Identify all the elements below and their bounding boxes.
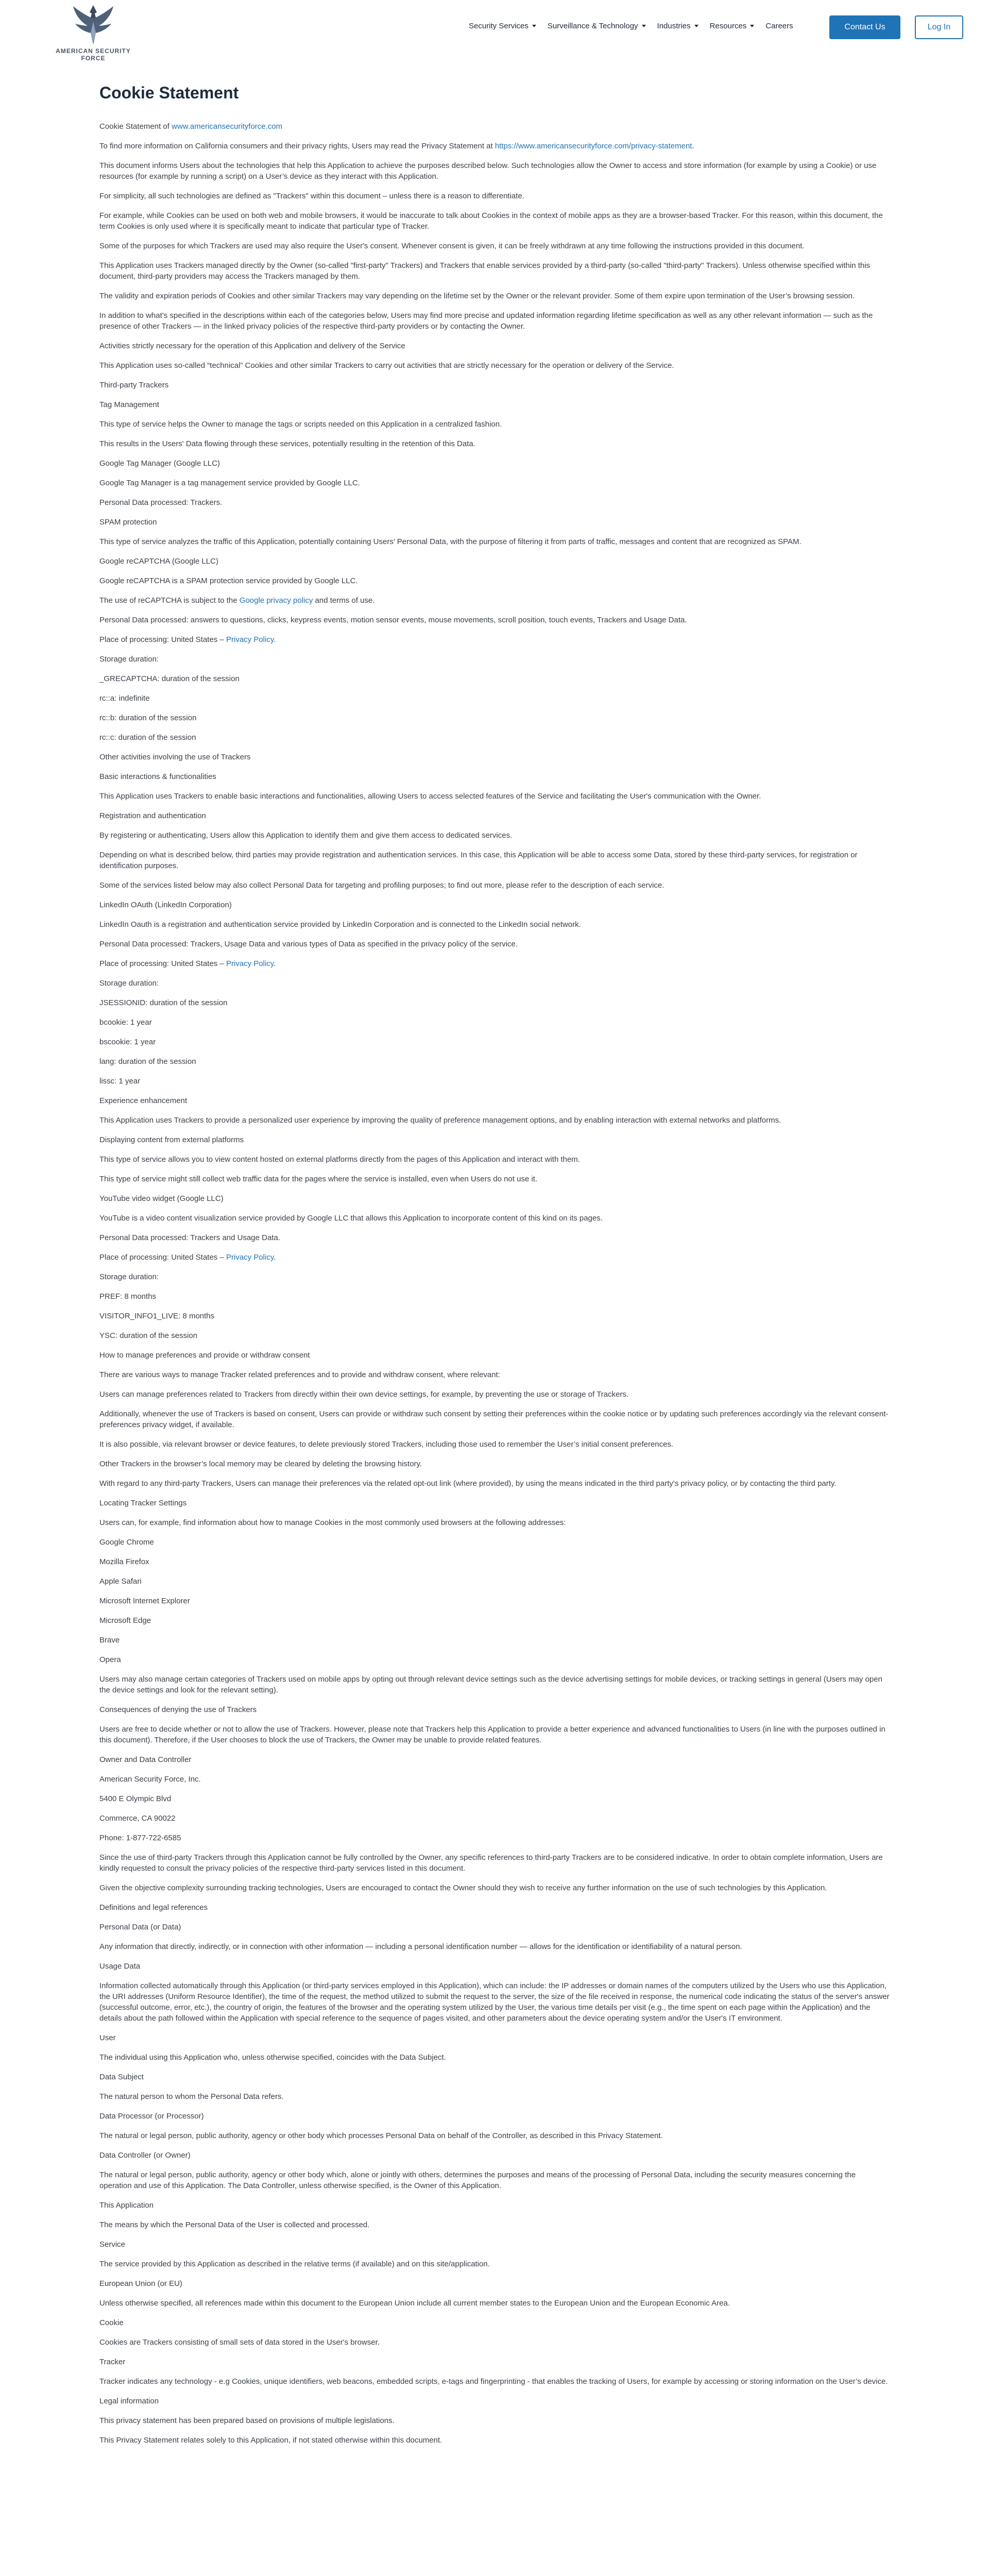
statement-text: This Privacy Statement relates solely to this Application, if not stated otherwise within this document. (99, 2436, 442, 2445)
statement-text: Users are free to decide whether or not to allow the use of Trackers. However, please note that Trackers help this Application to provide a better experience and advanced functionalities to Users (in line with the purposes outlined in this document). Therefore, if the User chooses to block the use of Trackers, the Owner may be unable to provide related features. (99, 1725, 885, 1744)
nav-label: Surveillance & Technology (547, 22, 638, 30)
statement-text: To find more information on California consumers and their privacy rights, Users may read the Privacy Statement at (99, 142, 495, 150)
statement-text: Displaying content from external platforms (99, 1136, 244, 1144)
statement-text: Personal Data processed: Trackers and Usage Data. (99, 1233, 281, 1242)
statement-paragraph (99, 1556, 890, 1567)
statement-text: Google Tag Manager (Google LLC) (99, 459, 220, 468)
statement-paragraph (99, 997, 890, 1008)
nav-label: Resources (709, 22, 747, 30)
statement-paragraph (99, 2298, 890, 2309)
nav-label: Security Services (469, 22, 528, 30)
statement-text: rc::b: duration of the session (99, 714, 197, 722)
statement-paragraph (99, 810, 890, 821)
statement-text: How to manage preferences and provide or withdraw consent (99, 1351, 310, 1360)
statement-paragraph (99, 1193, 890, 1204)
statement-text: This type of service helps the Owner to manage the tags or scripts needed on this Application in a centralized fashion. (99, 420, 502, 429)
statement-text: Storage duration: (99, 655, 159, 664)
statement-text: This type of service analyzes the traffic of this Application, potentially containing Users’ Personal Data, with the purpose of filtering it from parts of traffic, messages and content that are recognized as SPAM. (99, 537, 802, 546)
statement-paragraph (99, 1980, 890, 2024)
statement-text: Google reCAPTCHA (Google LLC) (99, 557, 218, 566)
statement-paragraph (99, 141, 890, 151)
statement-paragraph (99, 978, 890, 989)
statement-text: Cookie Statement of (99, 122, 172, 131)
statement-text: Data Processor (or Processor) (99, 2112, 204, 2121)
statement-paragraph (99, 1037, 890, 1047)
statement-text: PREF: 8 months (99, 1292, 157, 1301)
statement-paragraph (99, 2219, 890, 2230)
statement-paragraph (99, 1724, 890, 1745)
statement-paragraph (99, 1654, 890, 1665)
main-nav (469, 22, 793, 30)
statement-paragraph (99, 2170, 890, 2191)
statement-text: Consequences of denying the use of Trackers (99, 1705, 257, 1714)
statement-paragraph (99, 850, 890, 871)
statement-text: Storage duration: (99, 979, 159, 988)
statement-paragraph (99, 693, 890, 704)
statement-paragraph (99, 517, 890, 528)
statement-text: Google Tag Manager is a tag management service provided by Google LLC. (99, 479, 360, 487)
statement-link[interactable]: Privacy Policy (226, 1253, 274, 1262)
statement-text: Information collected automatically through this Application (or third-party services employed in this Application), which can include: the IP addresses or domain names of the computers utilized by the Users who use this Application, the URI addresses (Uniform Resource Identifier), the time of the request, the method utilized to submit the request to the server, the size of the file received in response, the numerical code indicating the status of the server's answer (successful outcome, error, etc.), the country of origin, the features of the browser and the operating system utilized by the User, the various time details per visit (e.g., the time spent on each page within the Application) and the details about the path followed within the Application with special reference to the sequence of pages visited, and other parameters about the device operating system and/or the User's IT environment. (99, 1981, 890, 2023)
statement-text: The individual using this Application who, unless otherwise specified, coincides with the Data Subject. (99, 2053, 446, 2062)
statement-text: LinkedIn OAuth (LinkedIn Corporation) (99, 901, 232, 909)
statement-paragraph (99, 1409, 890, 1430)
statement-text: Activities strictly necessary for the operation of this Application and delivery of the Service (99, 342, 405, 350)
statement-paragraph (99, 2239, 890, 2250)
statement-paragraph (99, 1596, 890, 1606)
statement-text: Personal Data (or Data) (99, 1923, 181, 1931)
statement-link[interactable]: Privacy Policy (226, 959, 274, 968)
statement-paragraph (99, 2091, 890, 2102)
statement-text: Google Chrome (99, 1538, 154, 1547)
statement-paragraph (99, 1272, 890, 1282)
statement-paragraph (99, 2357, 890, 2367)
statement-paragraph (99, 1017, 890, 1028)
chevron-down-icon (750, 25, 754, 27)
statement-paragraph (99, 1813, 890, 1824)
statement-text: Users may also manage certain categories of Trackers used on mobile apps by opting out through relevant device settings such as the device advertising settings for mobile devices, or tracking settings in general (Users may open the device settings and look for the relevant setting). (99, 1675, 882, 1694)
statement-text: This Application uses Trackers managed directly by the Owner (so-called "first-party" Trackers) and Trackers that enable services provided by a third-party (so-called "third-party" Trackers). Unless otherwise specified within this document, third-party providers may access the Trackers managed by them. (99, 261, 871, 281)
statement-paragraph (99, 791, 890, 802)
statement-paragraph (99, 2052, 890, 2063)
statement-text: The natural person to whom the Personal Data refers. (99, 2092, 284, 2101)
statement-paragraph (99, 1754, 890, 1765)
statement-paragraph (99, 771, 890, 782)
statement-text: Tracker indicates any technology - e.g Cookies, unique identifiers, web beacons, embedded scripts, e-tags and fingerprinting - that enables the tracking of Users, for example by accessing or storing information on the User’s device. (99, 2377, 888, 2386)
statement-paragraph (99, 1704, 890, 1715)
statement-paragraph (99, 1498, 890, 1509)
statement-paragraph (99, 1635, 890, 1646)
statement-paragraph (99, 1095, 890, 1106)
statement-paragraph (99, 2337, 890, 2348)
statement-text: Third-party Trackers (99, 381, 169, 389)
statement-text: This Application (99, 2201, 154, 2210)
statement-paragraph (99, 291, 890, 301)
statement-paragraph (99, 1134, 890, 1145)
statement-text: Legal information (99, 2397, 159, 2405)
statement-text: Given the objective complexity surrounding tracking technologies, Users are encouraged to contact the Owner should they wish to receive any further information on the use of such technologies by this Application. (99, 1884, 827, 1892)
statement-text: Since the use of third-party Trackers through this Application cannot be fully controlled by the Owner, any specific references to third-party Trackers are to be considered indicative. In order to obtain complete information, Users are kindly requested to consult the privacy policies of the respective third-party services listed in this document. (99, 1853, 883, 1873)
statement-paragraph (99, 1902, 890, 1913)
statement-paragraph (99, 1056, 890, 1067)
statement-text: Commerce, CA 90022 (99, 1814, 176, 1823)
statement-paragraph (99, 2396, 890, 2406)
statement-text: LinkedIn Oauth is a registration and authentication service provided by LinkedIn Corporation and is connected to the LinkedIn social network. (99, 920, 581, 929)
statement-text: User (99, 2033, 116, 2042)
statement-text: Personal Data processed: Trackers. (99, 498, 223, 507)
statement-paragraph (99, 958, 890, 969)
statement-text: Microsoft Edge (99, 1616, 151, 1625)
statement-paragraph (99, 1833, 890, 1843)
statement-text: This results in the Users' Data flowing through these services, potentially resulting in the retention of this Data. (99, 439, 475, 448)
statement-paragraph (99, 880, 890, 891)
statement-paragraph (99, 634, 890, 645)
statement-text: European Union (or EU) (99, 2279, 182, 2288)
statement-paragraph (99, 1154, 890, 1165)
statement-paragraph (99, 2072, 890, 2082)
statement-text: Personal Data processed: answers to questions, clicks, keypress events, motion sensor events, mouse movements, scroll position, touch events, Trackers and Usage Data. (99, 616, 687, 624)
chevron-down-icon (532, 25, 536, 27)
statement-paragraph (99, 1517, 890, 1528)
nav-label: Careers (765, 22, 793, 30)
statement-paragraph (99, 1852, 890, 1874)
statement-text: There are various ways to manage Tracker related preferences and to provide and withdraw consent, where relevant: (99, 1370, 500, 1379)
statement-paragraph (99, 1174, 890, 1184)
statement-paragraph (99, 438, 890, 449)
contact-us-button[interactable]: Contact Us (829, 15, 900, 39)
statement-paragraph (99, 556, 890, 567)
statement-text: rc::c: duration of the session (99, 733, 196, 742)
statement-link[interactable]: Privacy Policy (226, 635, 274, 644)
statement-paragraph (99, 2150, 890, 2161)
statement-paragraph (99, 1793, 890, 1804)
statement-text: Data Subject (99, 2073, 144, 2081)
statement-text: With regard to any third-party Trackers, Users can manage their preferences via the related opt-out link (where provided), by using the means indicated in the third party's privacy policy, or by contacting the third party. (99, 1479, 837, 1488)
statement-paragraph (99, 380, 890, 391)
statement-text: Some of the services listed below may also collect Personal Data for targeting and profiling purposes; to find out more, please refer to the description of each service. (99, 881, 664, 890)
statement-text: Microsoft Internet Explorer (99, 1597, 190, 1605)
statement-text: lang: duration of the session (99, 1057, 196, 1066)
statement-text: Additionally, whenever the use of Trackers is based on consent, Users can provide or withdraw such consent by setting their preferences within the cookie notice or by updating such preferences accordingly via the relevant consent-preferences privacy widget, if available. (99, 1410, 889, 1429)
chevron-down-icon (642, 25, 646, 27)
statement-text: Tag Management (99, 400, 159, 409)
nav-security-services[interactable] (469, 22, 536, 30)
nav-careers[interactable] (765, 22, 793, 30)
statement-paragraph (99, 2032, 890, 2043)
statement-text: Owner and Data Controller (99, 1755, 192, 1764)
statement-paragraph (99, 900, 890, 910)
main-content (99, 57, 890, 2454)
statement-paragraph (99, 1350, 890, 1361)
statement-text: The natural or legal person, public authority, agency or other body which, alone or jointly with others, determines the purposes and means of the processing of Personal Data, including the security measures concerning the operation and use of this Application. The Data Controller, unless otherwise specified, is the Owner of this Application. (99, 2171, 856, 2190)
logo-text: AMERICAN SECURITY FORCE (56, 47, 131, 62)
statement-paragraph (99, 458, 890, 469)
statement-paragraph (99, 1311, 890, 1321)
statement-paragraph (99, 2415, 890, 2426)
statement-paragraph (99, 419, 890, 430)
statement-text: The service provided by this Application as described in the relative terms (if available) and on this site/application. (99, 2260, 490, 2268)
statement-paragraph (99, 2376, 890, 2387)
statement-paragraph (99, 1439, 890, 1450)
statement-paragraph (99, 830, 890, 841)
statement-paragraph (99, 713, 890, 723)
statement-paragraph (99, 1389, 890, 1400)
statement-text: Tracker (99, 2358, 126, 2366)
statement-paragraph (99, 210, 890, 232)
statement-paragraph (99, 919, 890, 930)
statement-text: Google reCAPTCHA is a SPAM protection service provided by Google LLC. (99, 577, 358, 585)
statement-text: Phone: 1-877-722-6585 (99, 1834, 181, 1842)
statement-paragraph (99, 1291, 890, 1302)
statement-paragraph (99, 2435, 890, 2446)
statement-text: Users can manage preferences related to Trackers from directly within their own device settings, for example, by preventing the use or storage of Trackers. (99, 1390, 629, 1399)
statement-text: Any information that directly, indirectly, or in connection with other information — including a personal identification number — allows for the identification or identifiability of a natural person. (99, 1942, 742, 1951)
statement-paragraph (99, 399, 890, 410)
statement-paragraph (99, 160, 890, 182)
statement-link[interactable]: https://www.americansecurityforce.com/privacy-statement (494, 142, 692, 150)
statement-text: This privacy statement has been prepared based on provisions of multiple legislations. (99, 2416, 395, 2425)
statement-paragraph (99, 1941, 890, 1952)
statement-paragraph (99, 1213, 890, 1224)
statement-text: The use of reCAPTCHA is subject to the (99, 596, 240, 605)
statement-text: Registration and authentication (99, 811, 206, 820)
statement-paragraph (99, 732, 890, 743)
statement-paragraph (99, 1232, 890, 1243)
statement-text: Opera (99, 1655, 121, 1664)
statement-text: SPAM protection (99, 518, 157, 527)
statement-text: Cookies are Trackers consisting of small sets of data stored in the User's browser. (99, 2338, 380, 2347)
statement-paragraph (99, 1459, 890, 1469)
statement-text: . (274, 959, 276, 968)
statement-text: By registering or authenticating, Users allow this Application to identify them and give them access to dedicated services. (99, 831, 513, 840)
site-header (0, 0, 989, 62)
site-logo[interactable] (49, 3, 137, 62)
statement-text: This document informs Users about the technologies that help this Application to achieve the purposes described below. Such technologies allow the Owner to access and store information (for example by using a Cookie) or use resources (for example by running a script) on a User’s device as they interact with this Application. (99, 161, 877, 181)
statement-text: Other activities involving the use of Trackers (99, 753, 251, 761)
eagle-logo-icon (70, 3, 116, 47)
statement-paragraph (99, 341, 890, 351)
statement-text: This Application uses Trackers to provide a personalized user experience by improving the quality of preference management options, and by enabling interaction with external networks and platforms. (99, 1116, 781, 1125)
statement-text: bcookie: 1 year (99, 1018, 152, 1027)
statement-text: Cookie (99, 2318, 124, 2327)
statement-text: JSESSIONID: duration of the session (99, 998, 228, 1007)
statement-text: Unless otherwise specified, all references made within this document to the European Union include all current member states to the European Union and the European Economic Area. (99, 2299, 730, 2308)
statement-paragraph (99, 2317, 890, 2328)
statement-text: Depending on what is described below, third parties may provide registration and authentication services. In this case, this Application will be able to access some Data, stored by these third-party services, for registration or identification purposes. (99, 851, 858, 870)
statement-text: It is also possible, via relevant browser or device features, to delete previously stored Trackers, including those used to remember the User’s initial consent preferences. (99, 1440, 674, 1449)
statement-paragraph (99, 1252, 890, 1263)
statement-text: This Application uses so-called “technical” Cookies and other similar Trackers to carry out activities that are strictly necessary for the operation or delivery of the Service. (99, 361, 674, 370)
statement-paragraph (99, 615, 890, 625)
statement-text: This type of service might still collect web traffic data for the pages where the service is installed, even when Users do not use it. (99, 1175, 538, 1183)
statement-paragraph (99, 121, 890, 132)
cookie-statement-body (99, 121, 890, 2446)
statement-paragraph (99, 1615, 890, 1626)
statement-paragraph (99, 2111, 890, 2122)
statement-text: In addition to what’s specified in the descriptions within each of the categories below, Users may find more precise and updated information regarding lifetime specification as well as any other relevant information — such as the presence of other Trackers — in the linked privacy policies of the respective third-party providers or by contacting the Owner. (99, 311, 873, 331)
statement-paragraph (99, 260, 890, 282)
statement-text: . (274, 1253, 276, 1262)
statement-text: Mozilla Firefox (99, 1557, 149, 1566)
statement-link[interactable]: www.americansecurityforce.com (172, 122, 283, 131)
statement-paragraph (99, 2278, 890, 2289)
statement-text: Experience enhancement (99, 1096, 187, 1105)
statement-text: The means by which the Personal Data of the User is collected and processed. (99, 2221, 370, 2229)
page-title: Cookie Statement (99, 83, 239, 102)
statement-text: Place of processing: United States – (99, 1253, 226, 1262)
statement-text: Storage duration: (99, 1273, 159, 1281)
statement-text: The validity and expiration periods of Cookies and other similar Trackers may vary depending on the lifetime set by the Owner or the relevant provider. Some of them expire upon termination of the User’s browsing session. (99, 292, 855, 300)
statement-text: 5400 E Olympic Blvd (99, 1794, 172, 1803)
statement-text: . (274, 635, 276, 644)
statement-text: The natural or legal person, public authority, agency or other body which processes Personal Data on behalf of the Controller, as described in this Privacy Statement. (99, 2131, 663, 2140)
statement-text: Data Controller (or Owner) (99, 2151, 191, 2160)
statement-text: VISITOR_INFO1_LIVE: 8 months (99, 1312, 215, 1320)
statement-paragraph (99, 1961, 890, 1972)
statement-text: Definitions and legal references (99, 1903, 208, 1912)
statement-text: _GRECAPTCHA: duration of the session (99, 674, 240, 683)
statement-paragraph (99, 595, 890, 606)
nav-label: Industries (657, 22, 691, 30)
statement-text: This type of service allows you to view content hosted on external platforms directly from the pages of this Application and interact with them. (99, 1155, 580, 1164)
statement-text: bscookie: 1 year (99, 1038, 156, 1046)
statement-paragraph (99, 1076, 890, 1087)
statement-paragraph (99, 654, 890, 665)
statement-paragraph (99, 1478, 890, 1489)
statement-text: YouTube video widget (Google LLC) (99, 1194, 224, 1203)
statement-link[interactable]: Google privacy policy (239, 596, 313, 605)
statement-paragraph (99, 2130, 890, 2141)
statement-paragraph (99, 1576, 890, 1587)
statement-paragraph (99, 1774, 890, 1785)
statement-paragraph (99, 939, 890, 950)
statement-text: YSC: duration of the session (99, 1331, 198, 1340)
statement-text: Place of processing: United States – (99, 959, 226, 968)
statement-text: and terms of use. (313, 596, 375, 605)
nav-industries[interactable] (657, 22, 698, 30)
statement-paragraph (99, 2259, 890, 2269)
statement-paragraph (99, 191, 890, 201)
statement-text: rc::a: indefinite (99, 694, 150, 703)
statement-text: Service (99, 2240, 126, 2249)
statement-paragraph (99, 1369, 890, 1380)
statement-text: Other Trackers in the browser’s local memory may be cleared by deleting the browsing history. (99, 1460, 422, 1468)
statement-paragraph (99, 1115, 890, 1126)
statement-paragraph (99, 1537, 890, 1548)
statement-text: Basic interactions & functionalities (99, 772, 216, 781)
statement-paragraph (99, 1883, 890, 1893)
statement-text: lissc: 1 year (99, 1077, 141, 1086)
statement-text: Users can, for example, find information about how to manage Cookies in the most commonly used browsers at the following addresses: (99, 1518, 566, 1527)
statement-paragraph (99, 310, 890, 332)
statement-paragraph (99, 752, 890, 762)
statement-paragraph (99, 2200, 890, 2211)
statement-text: This Application uses Trackers to enable basic interactions and functionalities, allowing Users to access selected features of the Service and facilitating the User's communication with the Owner. (99, 792, 761, 801)
nav-resources[interactable] (710, 22, 755, 30)
statement-paragraph (99, 360, 890, 371)
statement-text: For example, while Cookies can be used on both web and mobile browsers, it would be inaccurate to talk about Cookies in the context of mobile apps as they are a browser-based Tracker. For this reason, within this document, the term Cookies is only used where it is specifically meant to indicate that particular type of Tracker. (99, 211, 883, 231)
statement-text: American Security Force, Inc. (99, 1775, 201, 1784)
statement-paragraph (99, 1674, 890, 1696)
log-in-button[interactable]: Log In (915, 15, 963, 39)
statement-paragraph (99, 497, 890, 508)
statement-text: Personal Data processed: Trackers, Usage Data and various types of Data as specified in the privacy policy of the service. (99, 940, 518, 948)
statement-text: Locating Tracker Settings (99, 1499, 187, 1507)
chevron-down-icon (694, 25, 698, 27)
statement-paragraph (99, 1330, 890, 1341)
nav-surveillance-technology[interactable] (548, 22, 646, 30)
statement-text: Brave (99, 1636, 120, 1645)
statement-text: Place of processing: United States – (99, 635, 226, 644)
statement-paragraph (99, 673, 890, 684)
statement-paragraph (99, 241, 890, 251)
statement-paragraph (99, 575, 890, 586)
statement-paragraph (99, 536, 890, 547)
statement-paragraph (99, 478, 890, 488)
statement-paragraph (99, 1922, 890, 1933)
statement-text: Apple Safari (99, 1577, 142, 1586)
statement-text: . (692, 142, 694, 150)
statement-text: For simplicity, all such technologies are defined as "Trackers" within this document – unless there is a reason to differentiate. (99, 192, 524, 200)
statement-text: Some of the purposes for which Trackers are used may also require the User's consent. Whenever consent is given, it can be freely withdrawn at any time following the instructions provided in this document. (99, 242, 805, 250)
statement-text: YouTube is a video content visualization service provided by Google LLC that allows this Application to incorporate content of this kind on its pages. (99, 1214, 603, 1223)
statement-text: Usage Data (99, 1962, 141, 1971)
